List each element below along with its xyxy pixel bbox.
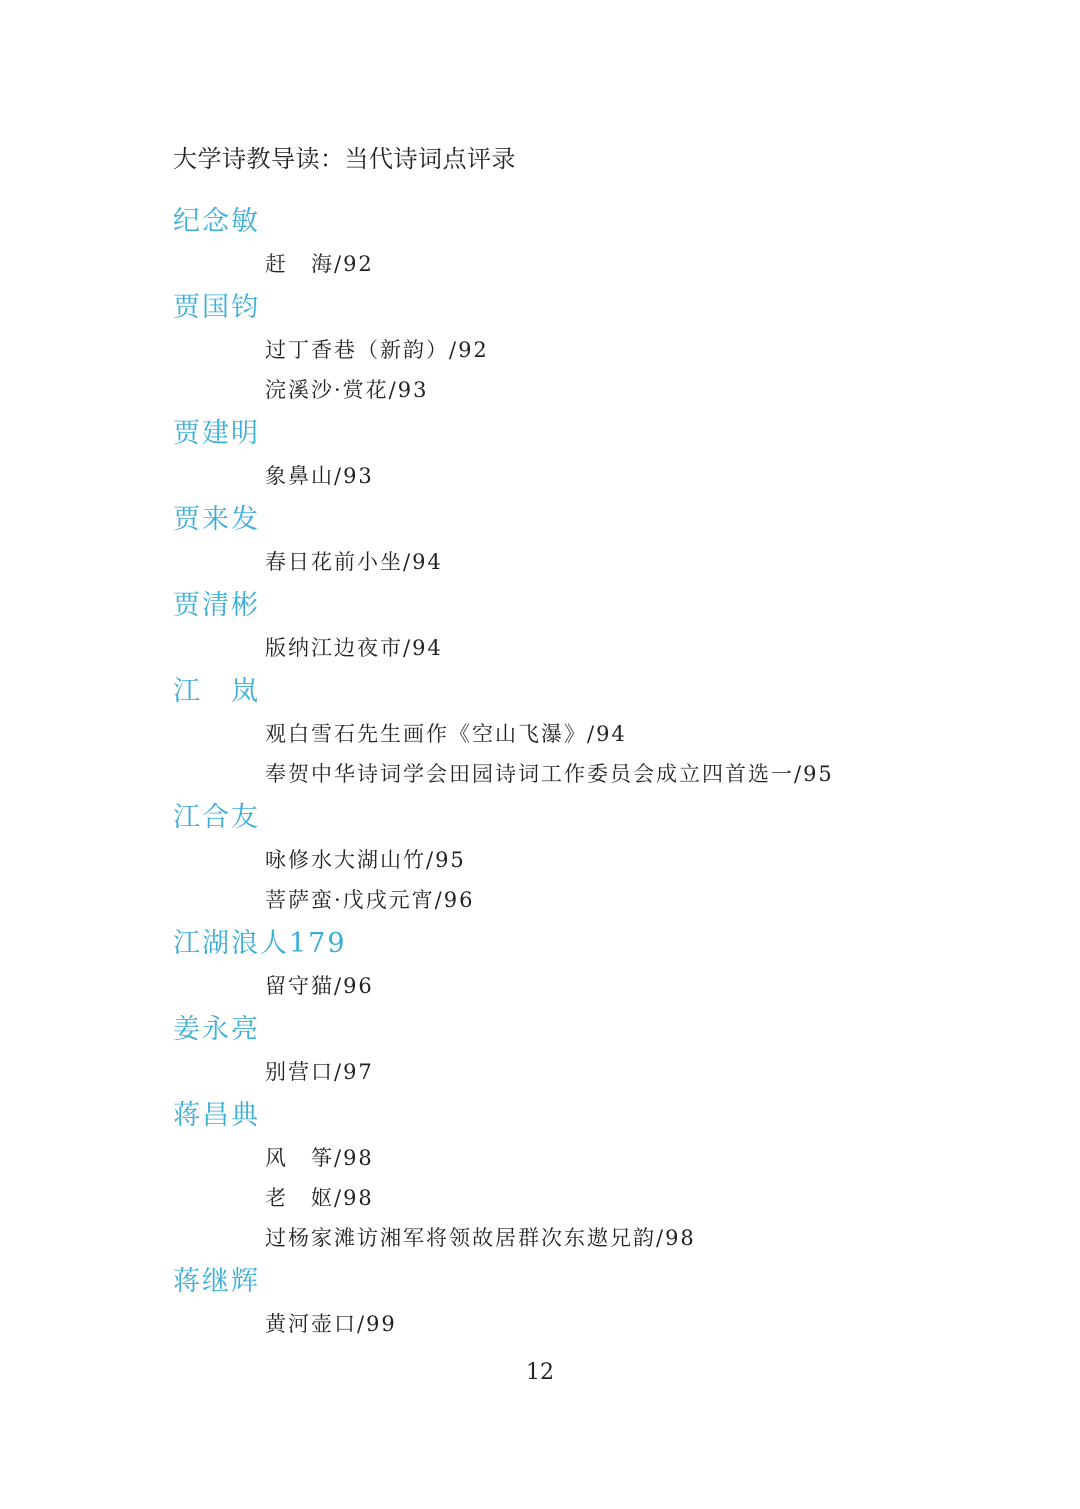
poem-title: 象鼻山/93	[265, 464, 374, 488]
poem-title: 观白雪石先生画作《空山飞瀑》/94	[265, 722, 627, 746]
toc-entry	[0, 286, 1080, 410]
poem-title: 风 筝/98	[265, 1146, 374, 1170]
toc-entry	[0, 796, 1080, 920]
author-name: 姜永亮	[173, 1014, 260, 1045]
poem-title: 过丁香巷（新韵）/92	[265, 338, 489, 362]
author-name: 江湖浪人179	[173, 928, 347, 959]
poem-title: 菩萨蛮·戊戌元宵/96	[265, 888, 475, 912]
poem-title: 老 妪/98	[265, 1186, 374, 1210]
poem-title: 浣溪沙·赏花/93	[265, 378, 429, 402]
author-name: 蒋昌典	[173, 1100, 260, 1131]
author-name: 贾来发	[173, 504, 260, 535]
poem-title: 赶 海/92	[265, 252, 374, 276]
author-name: 蒋继辉	[173, 1266, 260, 1297]
poem-title: 版纳江边夜市/94	[265, 636, 443, 660]
poem-title: 别营口/97	[265, 1060, 374, 1084]
poem-title: 春日花前小坐/94	[265, 550, 443, 574]
toc-entry	[0, 498, 1080, 582]
running-head: 大学诗教导读：当代诗词点评录	[173, 145, 516, 173]
poem-title: 留守猫/96	[265, 974, 374, 998]
toc-entry	[0, 1260, 1080, 1344]
toc-entry	[0, 1008, 1080, 1092]
poem-title: 奉贺中华诗词学会田园诗词工作委员会成立四首选一/95	[265, 762, 834, 786]
author-name: 纪念敏	[173, 206, 260, 237]
author-name: 贾国钧	[173, 292, 260, 323]
author-name: 江 岚	[173, 676, 260, 707]
author-name: 江合友	[173, 802, 260, 833]
table-of-contents	[0, 200, 1080, 1346]
toc-entry	[0, 412, 1080, 496]
toc-entry	[0, 584, 1080, 668]
page-number: 12	[526, 1360, 554, 1385]
toc-entry	[0, 922, 1080, 1006]
poem-title: 黄河壶口/99	[265, 1312, 397, 1336]
author-name: 贾建明	[173, 418, 260, 449]
toc-entry	[0, 670, 1080, 794]
toc-entry	[0, 1094, 1080, 1258]
poem-title: 咏修水大湖山竹/95	[265, 848, 466, 872]
poem-title: 过杨家滩访湘军将领故居群次东遨兄韵/98	[265, 1226, 696, 1250]
toc-entry	[0, 200, 1080, 284]
author-name: 贾清彬	[173, 590, 260, 621]
